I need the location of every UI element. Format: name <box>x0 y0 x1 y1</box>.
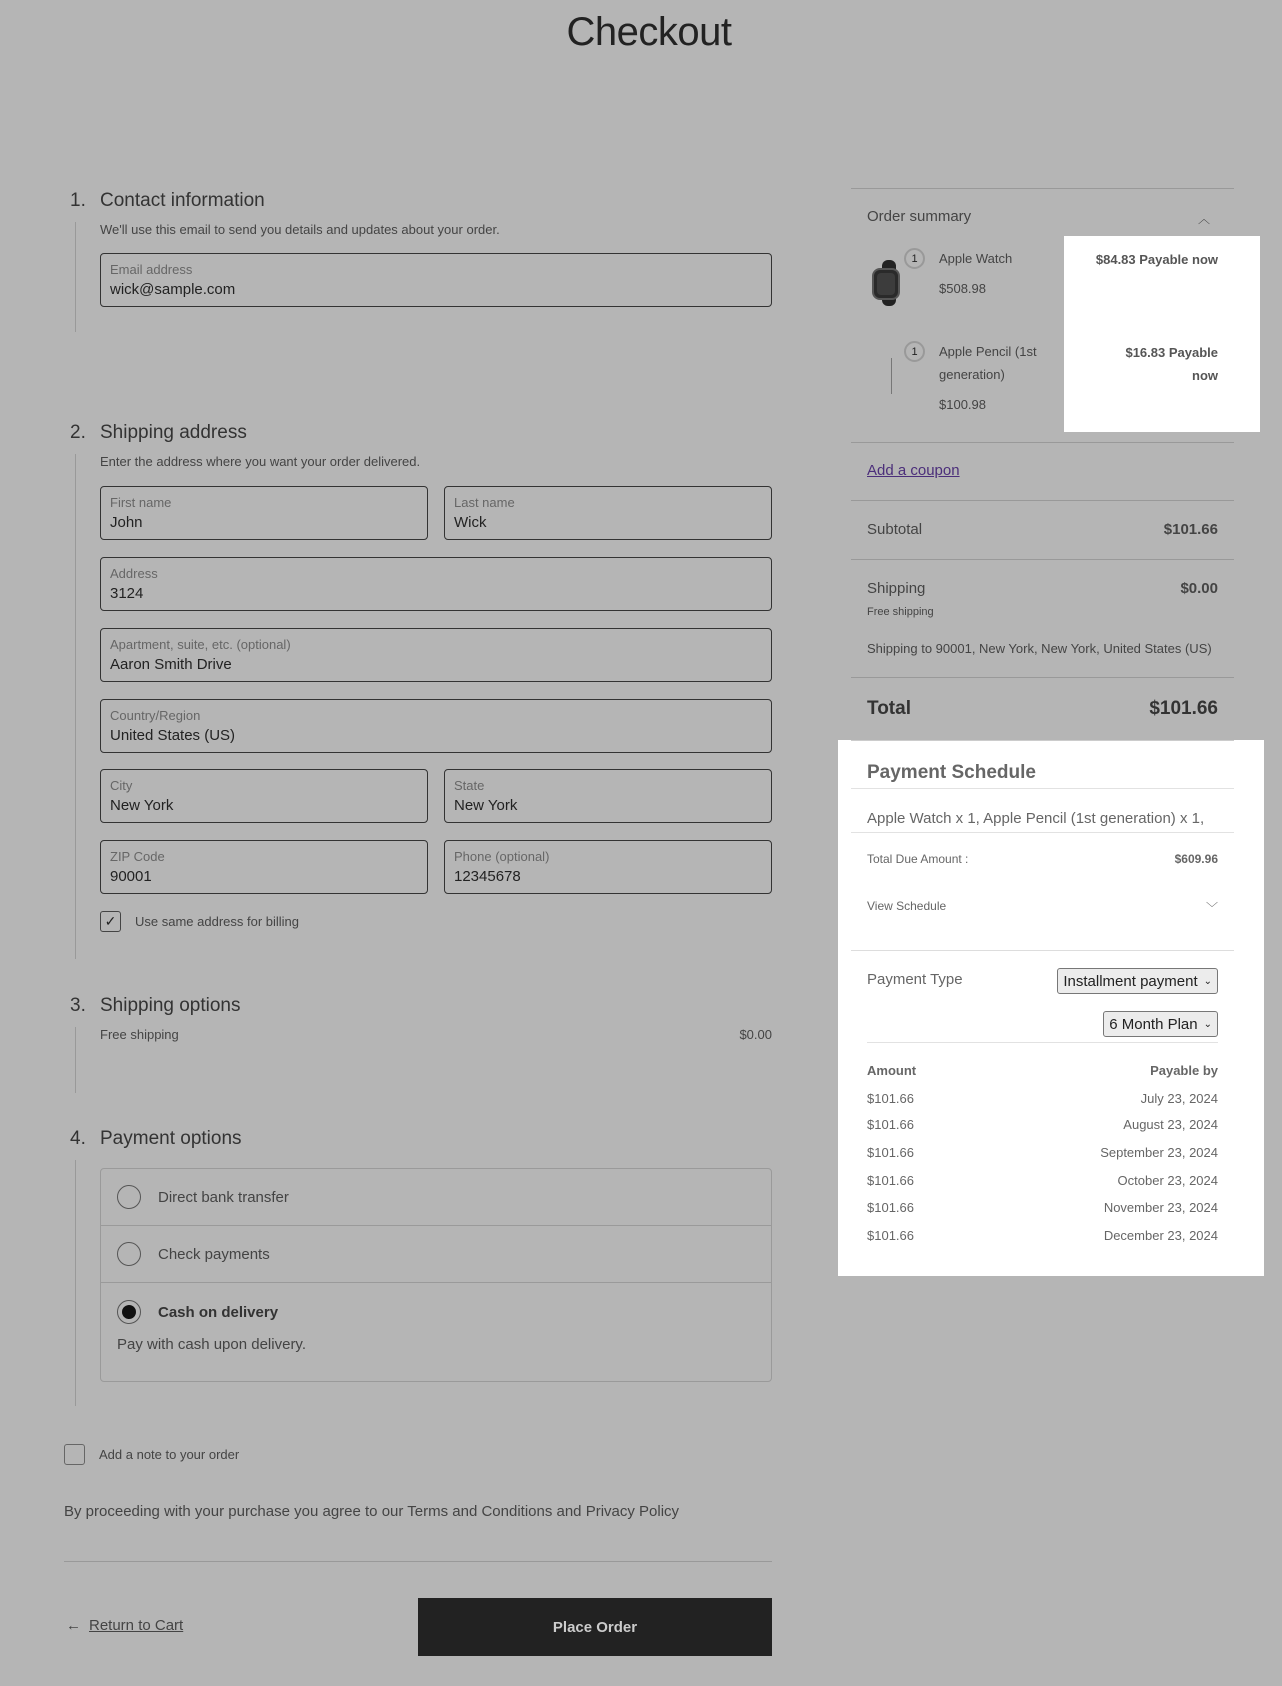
order-note-checkbox[interactable] <box>64 1444 85 1465</box>
schedule-items: Apple Watch x 1, Apple Pencil (1st generation) x 1, <box>867 810 1205 827</box>
payable-now: $84.83 Payable now <box>1095 252 1218 267</box>
view-schedule-toggle[interactable] <box>867 899 1218 916</box>
apple-pencil-thumbnail <box>891 358 892 394</box>
divider <box>851 740 1234 741</box>
payment-method-label: Cash on delivery <box>158 1303 279 1321</box>
section-heading: Payment options <box>100 1128 242 1149</box>
chevron-up-icon[interactable]: ︿ <box>1198 212 1211 226</box>
row-date: July 23, 2024 <box>1140 1091 1218 1106</box>
first-name-value[interactable]: John <box>110 514 143 531</box>
payable-now: $16.83 Payable now <box>1125 345 1218 383</box>
apple-watch-thumbnail <box>868 260 912 306</box>
terms-text: By proceeding with your purchase you agree to our Terms and Conditions and Privacy Policy <box>64 1503 680 1520</box>
last-name-label: Last name <box>454 495 515 510</box>
phone-value[interactable]: 12345678 <box>454 868 521 885</box>
divider <box>64 1561 772 1562</box>
payment-methods <box>100 1168 772 1382</box>
payment-schedule-panel <box>838 740 1264 1276</box>
step-rail <box>75 1160 76 1406</box>
total-due-row <box>867 852 1218 866</box>
same-billing-label[interactable]: Use same address for billing <box>135 914 300 929</box>
contact-section <box>64 190 772 237</box>
city-label: City <box>110 778 133 793</box>
first-name-label: First name <box>110 495 172 510</box>
row-date: September 23, 2024 <box>1100 1145 1218 1160</box>
city-field[interactable] <box>100 769 428 823</box>
last-name-value[interactable]: Wick <box>454 514 487 531</box>
item-name: Apple Pencil (1st generation) <box>939 344 1037 382</box>
shipping-option-row[interactable] <box>100 1027 772 1042</box>
table-row <box>867 1117 1218 1132</box>
plan-value: 6 Month Plan <box>1109 1015 1198 1033</box>
total-label: Total <box>867 698 911 719</box>
country-select[interactable] <box>100 699 772 753</box>
step-number: 2. <box>70 422 86 443</box>
quantity-badge: 1 <box>904 341 925 362</box>
divider <box>851 832 1234 833</box>
chevron-down-icon: ⌄ <box>1203 975 1212 987</box>
divider <box>851 559 1234 560</box>
row-date: December 23, 2024 <box>1103 1228 1218 1243</box>
payment-method-check[interactable] <box>101 1226 771 1283</box>
address-value[interactable]: 3124 <box>110 585 144 602</box>
first-name-field[interactable] <box>100 486 428 540</box>
payment-method-description: Pay with cash upon delivery. <box>117 1336 306 1353</box>
add-coupon-link[interactable]: Add a coupon <box>867 462 960 479</box>
column-amount: Amount <box>867 1063 917 1078</box>
subtotal-row <box>867 521 1218 538</box>
state-label: State <box>454 778 485 793</box>
payment-type-label: Payment Type <box>867 971 963 988</box>
address-field[interactable] <box>100 557 772 611</box>
divider <box>851 677 1234 678</box>
shipping-value: $0.00 <box>1180 580 1218 597</box>
section-heading: Shipping options <box>100 995 241 1016</box>
view-schedule-label[interactable]: View Schedule <box>867 899 947 913</box>
check-icon: ✓ <box>104 913 117 929</box>
place-order-button[interactable]: Place Order <box>418 1598 772 1656</box>
shipping-destination: Shipping to 90001, New York, New York, United States (US) <box>867 641 1212 656</box>
divider <box>851 950 1234 951</box>
total-due-label: Total Due Amount : <box>867 852 969 866</box>
quantity-badge: 1 <box>904 248 925 269</box>
table-row <box>867 1200 1218 1215</box>
payment-method-bank[interactable] <box>101 1169 771 1226</box>
return-to-cart-label[interactable]: Return to Cart <box>89 1617 184 1634</box>
subtotal-label: Subtotal <box>867 521 923 538</box>
payment-method-cod[interactable] <box>101 1283 771 1381</box>
subtotal-value: $101.66 <box>1163 521 1218 538</box>
row-date: August 23, 2024 <box>1123 1117 1218 1132</box>
radio-selected-icon[interactable] <box>117 1300 141 1324</box>
row-date: November 23, 2024 <box>1103 1200 1218 1215</box>
row-amount: $101.66 <box>867 1091 914 1106</box>
shipping-option-label: Free shipping <box>100 1027 179 1042</box>
state-select[interactable] <box>444 769 772 823</box>
payment-type-value: Installment payment <box>1063 972 1198 990</box>
table-row <box>867 1145 1218 1160</box>
radio-unselected-icon[interactable] <box>117 1185 141 1209</box>
shipping-row <box>867 580 1218 597</box>
total-row <box>867 698 1218 720</box>
divider <box>851 442 1234 443</box>
row-amount: $101.66 <box>867 1228 914 1243</box>
city-value[interactable]: New York <box>110 797 174 814</box>
divider <box>851 500 1234 501</box>
step-rail <box>75 1027 76 1093</box>
table-row <box>867 1173 1218 1188</box>
order-note-label[interactable]: Add a note to your order <box>99 1447 240 1462</box>
state-value[interactable]: New York <box>454 797 518 814</box>
apartment-field[interactable] <box>100 628 772 682</box>
page-title: Checkout <box>566 10 732 54</box>
divider <box>851 788 1234 789</box>
zip-value[interactable]: 90001 <box>110 868 152 885</box>
step-number: 4. <box>70 1128 86 1149</box>
row-amount: $101.66 <box>867 1145 914 1160</box>
item-price: $100.98 <box>939 397 986 412</box>
chevron-down-icon: ⌄ <box>1203 1018 1212 1030</box>
shipping-label: Shipping <box>867 580 926 597</box>
shipping-address-section <box>64 422 772 469</box>
last-name-field[interactable] <box>444 486 772 540</box>
item-price: $508.98 <box>939 281 986 296</box>
email-value[interactable]: wick@sample.com <box>110 281 236 298</box>
radio-unselected-icon[interactable] <box>117 1242 141 1266</box>
payment-type-select[interactable] <box>1057 968 1218 994</box>
apartment-value[interactable]: Aaron Smith Drive <box>110 656 232 673</box>
schedule-title: Payment Schedule <box>867 762 1036 783</box>
total-due-value: $609.96 <box>1174 852 1218 866</box>
table-row <box>867 1091 1218 1106</box>
same-billing-checkbox[interactable] <box>100 911 121 932</box>
shipping-options-section <box>64 995 772 1042</box>
divider <box>851 188 1234 189</box>
country-value[interactable]: United States (US) <box>110 727 236 744</box>
step-number: 1. <box>70 190 86 211</box>
shipping-method: Free shipping <box>867 606 934 618</box>
item-name: Apple Watch <box>939 251 1013 266</box>
section-description: We'll use this email to send you details and updates about your order. <box>100 222 500 237</box>
payment-method-label: Check payments <box>158 1245 270 1263</box>
zip-field[interactable] <box>100 840 428 894</box>
divider <box>867 1042 1218 1043</box>
phone-label: Phone (optional) <box>454 849 550 864</box>
payment-method-label: Direct bank transfer <box>158 1188 289 1206</box>
table-row <box>867 1228 1218 1243</box>
plan-select[interactable] <box>1103 1011 1218 1037</box>
email-field[interactable] <box>100 253 772 307</box>
row-amount: $101.66 <box>867 1173 914 1188</box>
order-summary-title[interactable]: Order summary <box>867 208 972 225</box>
schedule-table-header <box>867 1063 1218 1078</box>
phone-field[interactable] <box>444 840 772 894</box>
row-amount: $101.66 <box>867 1117 914 1132</box>
payment-options-section <box>64 1128 772 1150</box>
apartment-label: Apartment, suite, etc. (optional) <box>110 637 291 652</box>
return-to-cart-link[interactable] <box>66 1617 183 1634</box>
column-payable-by: Payable by <box>1150 1063 1218 1078</box>
section-description: Enter the address where you want your order delivered. <box>100 454 421 469</box>
shipping-option-price: $0.00 <box>739 1027 772 1042</box>
country-label: Country/Region <box>110 708 201 723</box>
email-label: Email address <box>110 262 193 277</box>
zip-label: ZIP Code <box>110 849 165 864</box>
step-rail <box>75 454 76 959</box>
section-heading: Contact information <box>100 190 265 211</box>
section-heading: Shipping address <box>100 422 247 443</box>
total-value: $101.66 <box>1149 698 1218 719</box>
chevron-down-icon[interactable]: ﹀ <box>1205 901 1218 915</box>
address-label: Address <box>110 566 158 581</box>
row-date: October 23, 2024 <box>1117 1173 1218 1188</box>
row-amount: $101.66 <box>867 1200 914 1215</box>
step-number: 3. <box>70 995 86 1016</box>
step-rail <box>75 222 76 332</box>
arrow-left-icon: ← <box>66 1617 81 1634</box>
